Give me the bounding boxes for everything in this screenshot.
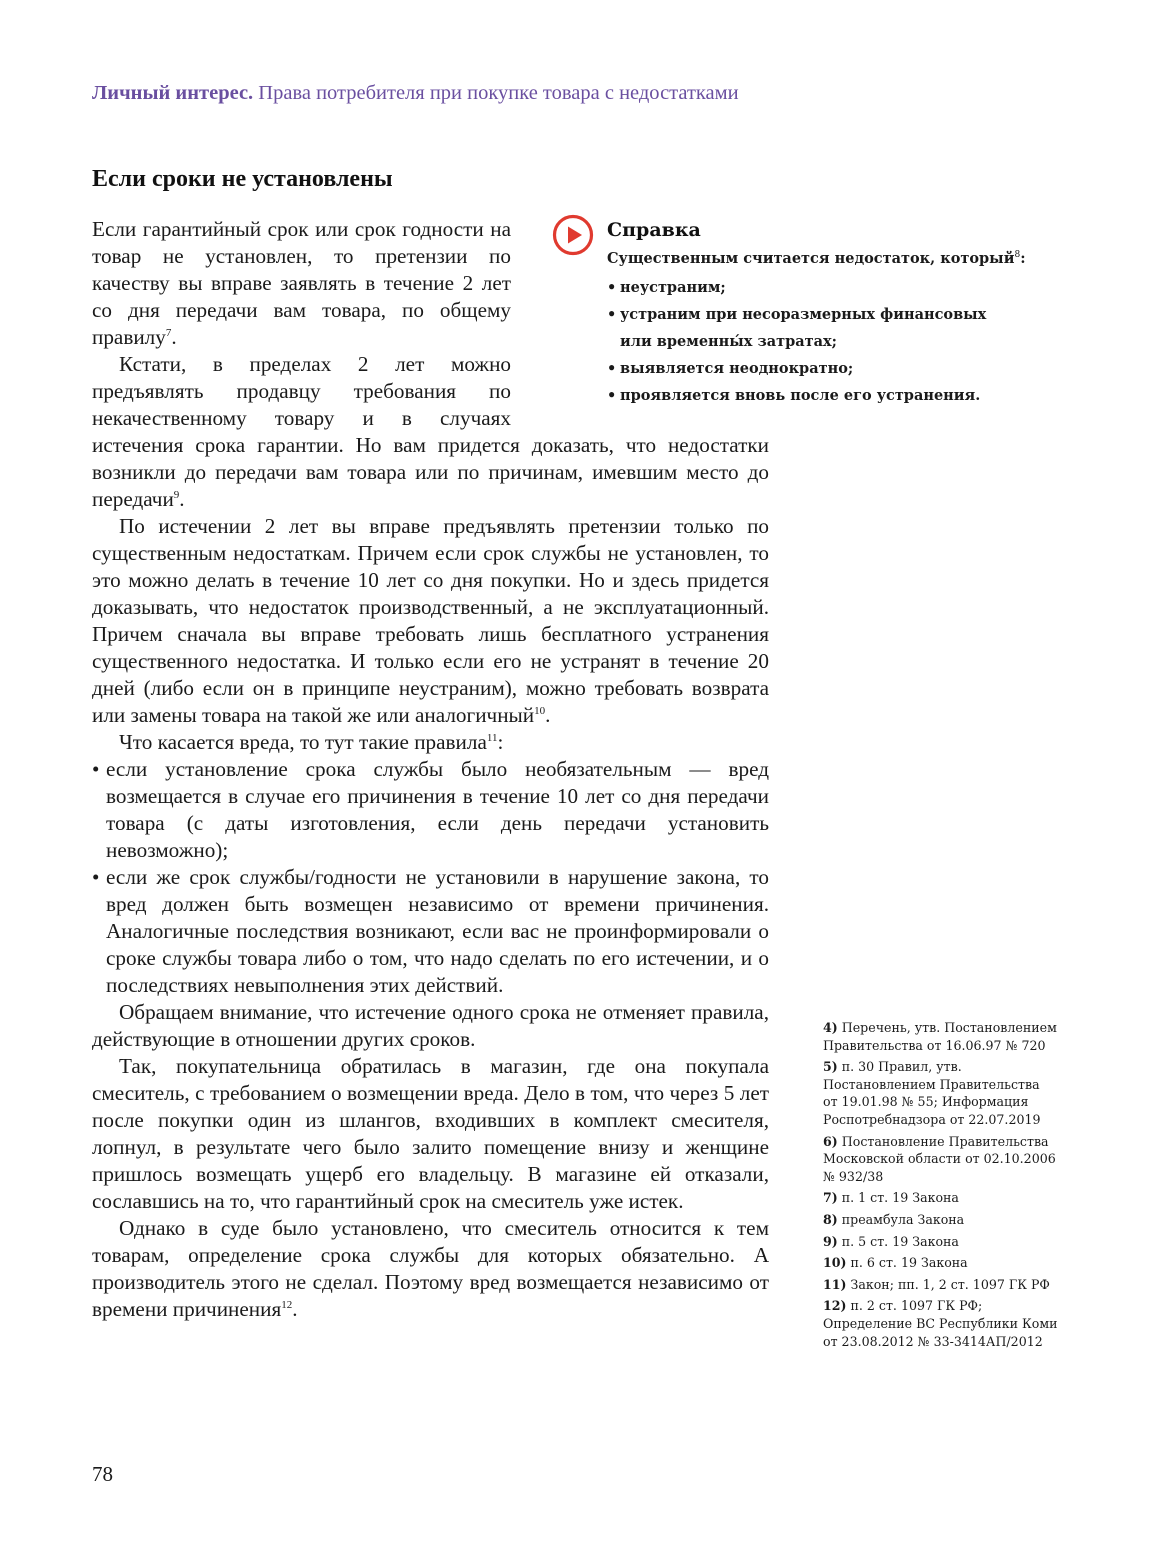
running-head [92,82,739,105]
list-item: • если же срок службы/годности не установили в нарушение закона, то вред должен быть возмещен независимо от времени причинения. Аналогичные последствия возникают, если вас не проинформировали о сроке службы товара либо о том, что надо сделать по его истечении, и о последствиях невыполнения этих действий. [92,864,769,999]
harm-rules-list [92,756,769,999]
footnote: 4) Перечень, утв. Постановлением Правительства от 16.06.97 № 720 [823,1020,1057,1053]
paragraph-5: Обращаем внимание, что истечение одного срока не отменяет правила, действующие в отношении других сроков. [92,1000,769,1051]
footnote: 8) преамбула Закона [823,1211,965,1227]
list-item: • если установление срока службы было необязательным — вред возмещается в случае его причинения в течение 10 лет со дня передачи товара (с даты изготовления, если день передачи установить невозможно); [92,756,769,864]
paragraph-6: Так, покупательница обратилась в магазин, где она покупала смеситель, с требованием о возмещении вреда. Дело в том, что через 5 лет после покупки один из шлангов, входивших в комплект смесителя, лопнул, в результате чего было залито помещение внизу и женщине пришлось возмещать ущерб его владельцу. В магазине ей отказали, сославшись на то, что гарантийный срок на смеситель уже истек. [92,1054,769,1213]
footnotes [823,1019,1058,1354]
footnote: 5) п. 30 Правил, утв. Постановлением Правительства от 19.01.98 № 55; Информация Роспотребнадзора от 22.07.2019 [823,1059,1041,1127]
note-lead: Существенным считается недостаток, который$^8$: [607,250,1026,267]
note-item: • неустраним; [607,274,986,301]
paragraph-3: По истечении 2 лет вы вправе предъявлять претензии только по существенным недостаткам. Причем если срок службы не установлен, то это можно делать в течение 10 лет со дня покупки. Но и здесь придется доказывать, что недостаток производственный, а не эксплуатационный. Причем сначала вы вправе требовать лишь бесплатного устранения существенного недостатка. И только если его не устранят в течение 20 дней (либо если он в принципе неустраним), можно требовать возврата или замены товара на такой же или аналогичный$^{10}$. [92,514,769,727]
footnote: 10) п. 6 ст. 19 Закона [823,1255,968,1271]
note-item: • проявляется вновь после его устранения. [607,382,986,409]
paragraph-1: Если гарантийный срок или срок годности на товар не установлен, то претензии по качеству вы вправе заявлять в течение 2 лет со дня передачи вам товара, по общему правилу$^7$. [92,217,511,349]
page-number: 78 [92,1462,113,1486]
play-circle-icon [552,214,594,256]
footnote-ref[interactable]: 9 [173,488,180,501]
footnote: 7) п. 1 ст. 19 Закона [823,1190,959,1206]
footnote: 9) п. 5 ст. 19 Закона [823,1233,959,1249]
paragraph-4: Что касается вреда, то тут такие правила$^{11}$: [119,730,504,754]
footnote-ref[interactable]: 12 [281,1298,293,1311]
footnote-ref[interactable]: 7 [165,326,172,339]
footnote: 11) Закон; пп. 1, 2 ст. 1097 ГК РФ [823,1276,1050,1292]
running-head-title: Права потребителя при покупке товара с недостатками [258,82,739,104]
footnote-ref[interactable]: 8 [1014,250,1021,261]
note-item: • устраним при несоразмерных финансовых [607,301,986,328]
note-title: Справка [607,219,701,241]
footnote: 12) п. 2 ст. 1097 ГК РФ; Определение ВС Республики Коми от 23.08.2012 № 33-3414АП/2012 [823,1298,1058,1349]
footnote: 6) Постановление Правительства Московской области от 02.10.2006 № 932/38 [823,1133,1056,1184]
footnote-ref[interactable]: 11 [486,731,498,744]
section-title: Если сроки не установлены [92,166,393,192]
footnote-ref[interactable]: 10 [534,704,546,717]
note-item-continuation: или временны́х затратах; [620,333,838,350]
note-item: • выявляется неоднократно; [607,355,986,382]
paragraph-2: Кстати, в пределах 2 лет можно предъявлять продавцу требования по некачественному товару и в случаях истечения срока гарантии. Но вам придется доказать, что недостатки возникли до передачи вам товара или по причинам, имевшим место до передачи$^9$. [92,352,769,511]
note-list [607,274,986,409]
paragraph-7: Однако в суде было установлено, что смеситель относится к тем товарам, определение срока службы для которых обязательно. А производитель этого не сделал. Поэтому вред возмещается независимо от времени причинения$^{12}$. [92,1216,769,1321]
running-head-bold: Личный интерес. [92,82,254,104]
